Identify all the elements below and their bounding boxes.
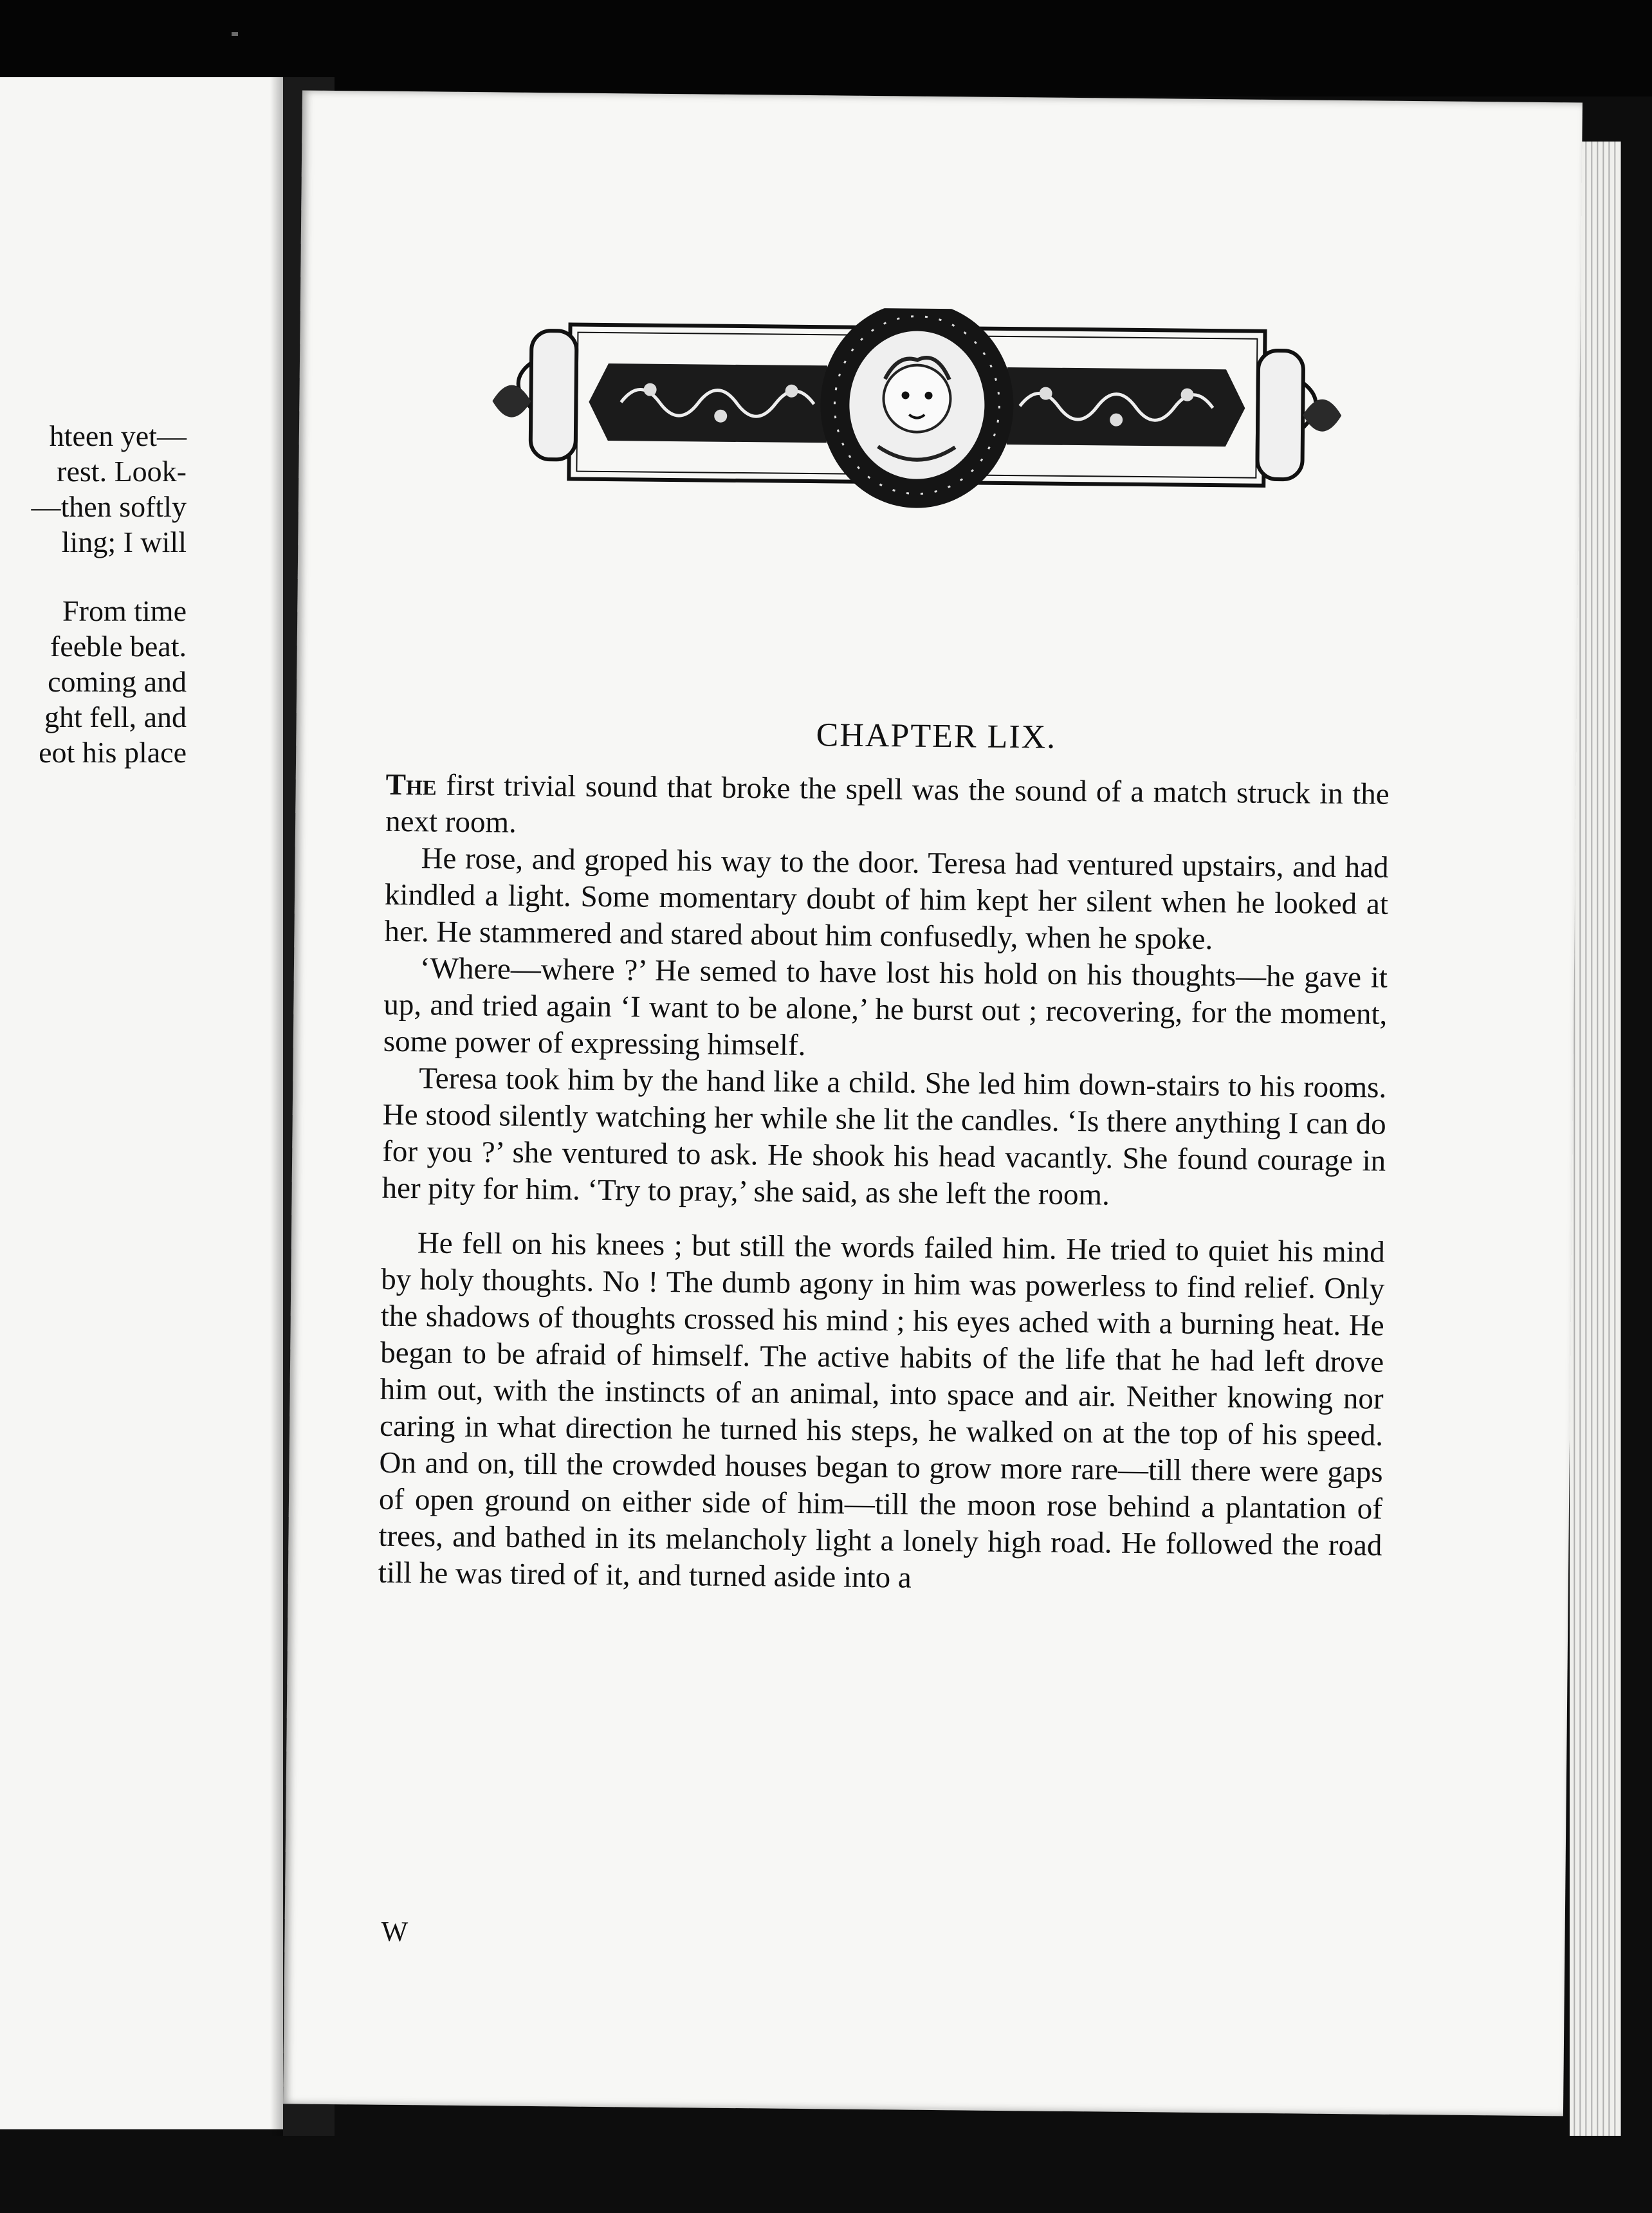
scan-dust-speck [232, 32, 238, 36]
paragraph-3: ‘Where—where ?’ He semed to have lost his hold on his thoughts—he gave it up, and tried again ‘I want to be alone,’ he burst out ; recovering, for the moment, some power of expressing himself. [383, 951, 1388, 1063]
left-line: coming and [48, 665, 187, 698]
paragraph-1 [385, 767, 1390, 850]
paragraph-text: first trivial sound that broke the spell was the sound of a match struck in the next room. [385, 768, 1390, 840]
signature-mark: W [381, 1915, 409, 1948]
paragraph-4: Teresa took him by the hand like a child. She led him down-stairs to his rooms. He stood silently watching her while she lit the candles. ‘Is there anything I can do for you ?’ she ventured to ask. He shook his head vacantly. She found courage in her pity for him. ‘Try to pray,’ she said, as she left the room. [381, 1061, 1387, 1212]
paragraph-2: He rose, and groped his way to the door. Teresa had ventured upstairs, and had kindled a light. Some momentary doubt of him kept her silent when he looked at her. He stammered and stared about him confusedly, when he spoke. [384, 841, 1389, 957]
left-line: hteen yet— [49, 419, 187, 452]
left-line: rest. Look- [57, 455, 187, 488]
drop-word: The [385, 767, 437, 802]
chapter-title: CHAPTER LIX. [816, 717, 1057, 756]
left-page [0, 77, 302, 2129]
left-line: eot his place [39, 736, 187, 769]
left-line: ght fell, and [44, 701, 187, 733]
right-page [283, 90, 1583, 2116]
left-line: feeble beat. [50, 630, 187, 663]
left-line: From time [62, 594, 187, 627]
left-page-text [0, 418, 187, 770]
paragraph-5: He fell on his knees ; but still the words failed him. He tried to quiet his mind by holy thoughts. No ! The dumb agony in him was powerless to find relief. Only the shadows of thoughts crossed his mind ; his eyes ached with a burning heat. He began to be afraid of himself. The active habits of the life that he had left drove him out, with the instincts of an animal, into space and air. Neither knowing nor caring in what direction he turned his steps, he walked on at the top of his speed. On and on, till the crowded houses began to grow more rare—till there were gaps of open ground on either side of him—till the moon rose behind a plantation of trees, and bathed in its melancholy light a lonely high road. He followed the road till he was tired of it, and turned aside into a [378, 1226, 1386, 1595]
cherub-headpiece-ornament [491, 304, 1343, 525]
chapter-body [378, 767, 1390, 1601]
left-line: ling; I will [61, 526, 187, 558]
left-line: —then softly [31, 490, 187, 523]
